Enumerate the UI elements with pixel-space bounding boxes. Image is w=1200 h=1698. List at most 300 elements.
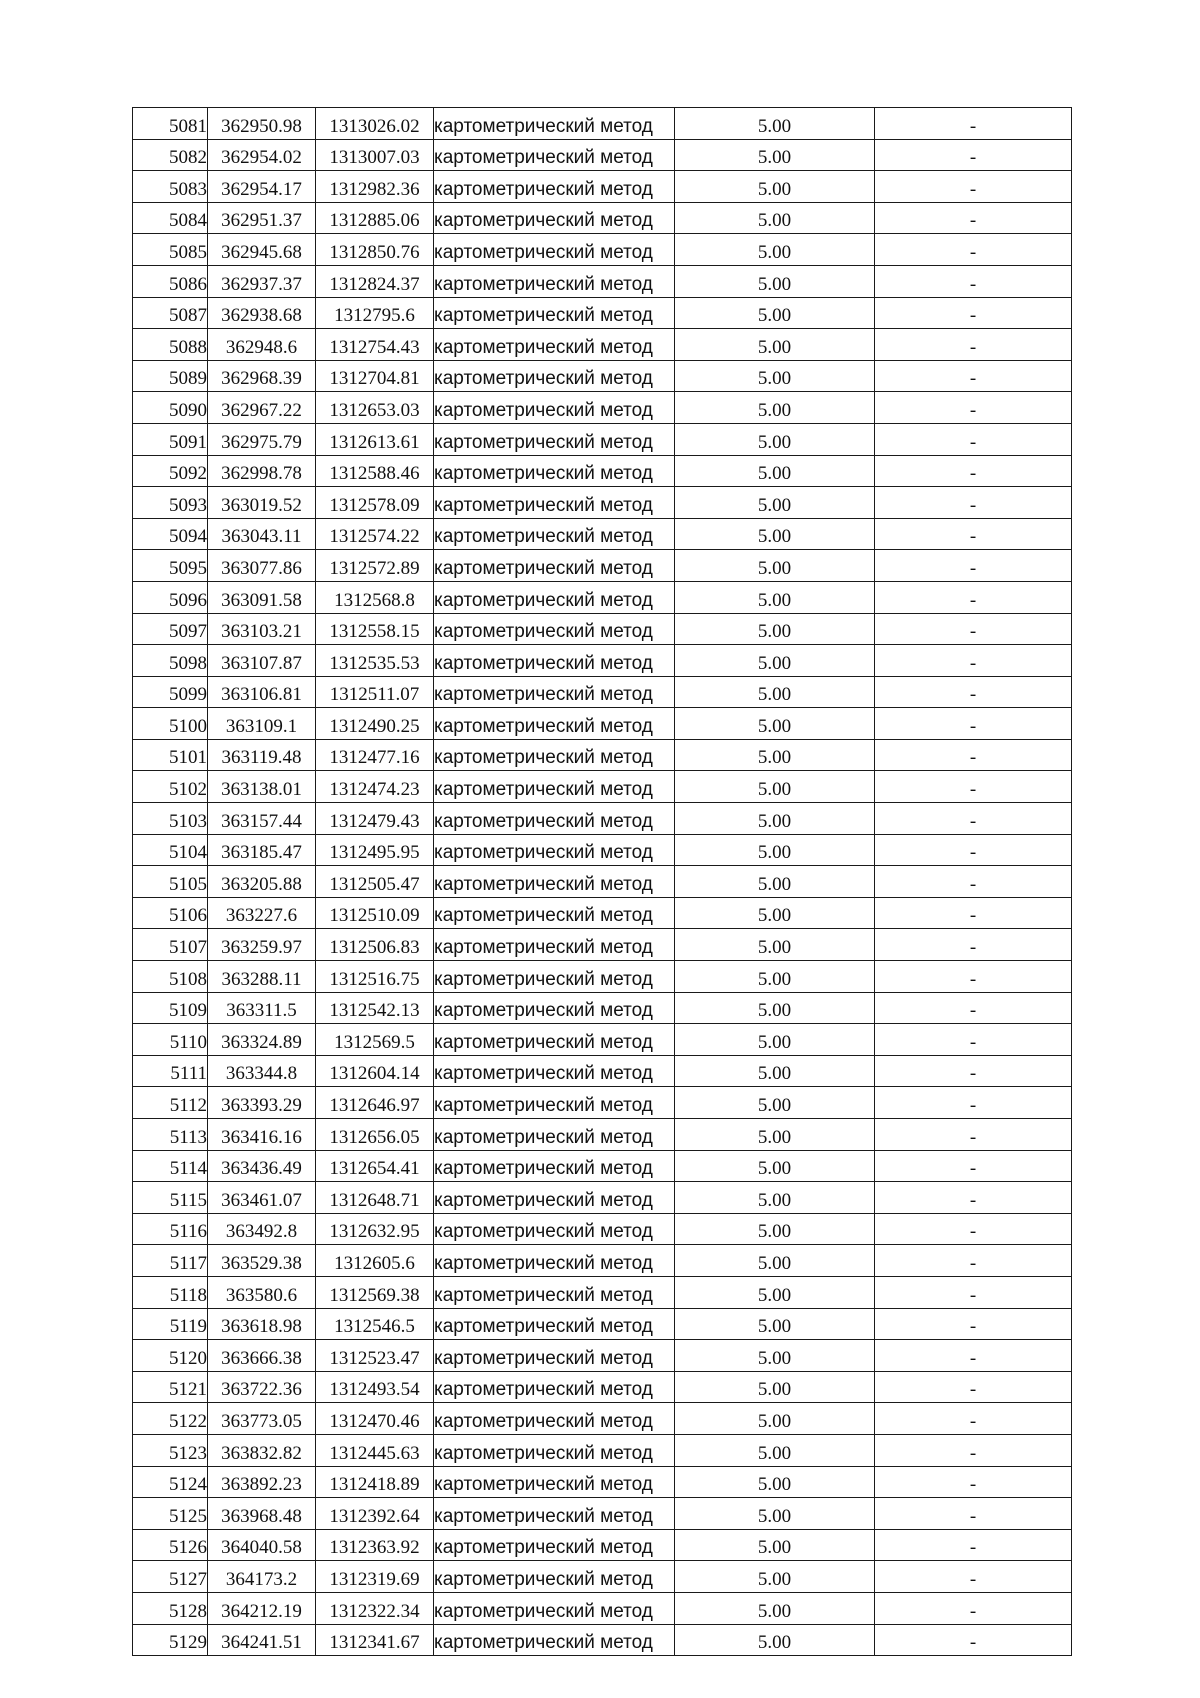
- accuracy-cell: 5.00: [675, 392, 875, 424]
- y-coordinate-cell: 1312490.25: [316, 708, 434, 740]
- description-cell: -: [875, 1119, 1072, 1151]
- method-cell: картометрический метод: [434, 1087, 675, 1119]
- point-number-cell: 5102: [133, 771, 208, 803]
- method-cell: картометрический метод: [434, 739, 675, 771]
- accuracy-cell: 5.00: [675, 961, 875, 993]
- method-cell: картометрический метод: [434, 392, 675, 424]
- method-cell: картометрический метод: [434, 1466, 675, 1498]
- y-coordinate-cell: 1312569.38: [316, 1276, 434, 1308]
- accuracy-cell: 5.00: [675, 1434, 875, 1466]
- x-coordinate-cell: 363227.6: [208, 897, 316, 929]
- table-row: [133, 961, 1072, 993]
- y-coordinate-cell: 1312319.69: [316, 1561, 434, 1593]
- x-coordinate-cell: 362998.78: [208, 455, 316, 487]
- x-coordinate-cell: 363103.21: [208, 613, 316, 645]
- y-coordinate-cell: 1312632.95: [316, 1213, 434, 1245]
- description-cell: -: [875, 676, 1072, 708]
- point-number-cell: 5108: [133, 961, 208, 993]
- point-number-cell: 5094: [133, 518, 208, 550]
- description-cell: -: [875, 171, 1072, 203]
- accuracy-cell: 5.00: [675, 897, 875, 929]
- accuracy-cell: 5.00: [675, 803, 875, 835]
- x-coordinate-cell: 363324.89: [208, 1024, 316, 1056]
- description-cell: -: [875, 1561, 1072, 1593]
- point-number-cell: 5127: [133, 1561, 208, 1593]
- point-number-cell: 5082: [133, 139, 208, 171]
- method-cell: картометрический метод: [434, 1561, 675, 1593]
- description-cell: -: [875, 234, 1072, 266]
- point-number-cell: 5122: [133, 1403, 208, 1435]
- accuracy-cell: 5.00: [675, 487, 875, 519]
- point-number-cell: 5106: [133, 897, 208, 929]
- x-coordinate-cell: 363043.11: [208, 518, 316, 550]
- description-cell: -: [875, 1213, 1072, 1245]
- table-row: [133, 234, 1072, 266]
- table-row: [133, 771, 1072, 803]
- method-cell: картометрический метод: [434, 360, 675, 392]
- table-row: [133, 1371, 1072, 1403]
- accuracy-cell: 5.00: [675, 234, 875, 266]
- y-coordinate-cell: 1312535.53: [316, 645, 434, 677]
- description-cell: -: [875, 1403, 1072, 1435]
- table-row: [133, 1466, 1072, 1498]
- x-coordinate-cell: 363106.81: [208, 676, 316, 708]
- table-row: [133, 897, 1072, 929]
- x-coordinate-cell: 362975.79: [208, 423, 316, 455]
- point-number-cell: 5115: [133, 1182, 208, 1214]
- x-coordinate-cell: 363968.48: [208, 1498, 316, 1530]
- x-coordinate-cell: 362948.6: [208, 329, 316, 361]
- accuracy-cell: 5.00: [675, 992, 875, 1024]
- y-coordinate-cell: 1312654.41: [316, 1150, 434, 1182]
- description-cell: -: [875, 739, 1072, 771]
- description-cell: -: [875, 550, 1072, 582]
- description-cell: -: [875, 202, 1072, 234]
- method-cell: картометрический метод: [434, 550, 675, 582]
- point-number-cell: 5081: [133, 108, 208, 140]
- point-number-cell: 5104: [133, 834, 208, 866]
- method-cell: картометрический метод: [434, 1371, 675, 1403]
- description-cell: -: [875, 360, 1072, 392]
- y-coordinate-cell: 1312322.34: [316, 1592, 434, 1624]
- y-coordinate-cell: 1312824.37: [316, 265, 434, 297]
- table-row: [133, 487, 1072, 519]
- point-number-cell: 5107: [133, 929, 208, 961]
- point-number-cell: 5101: [133, 739, 208, 771]
- x-coordinate-cell: 363666.38: [208, 1340, 316, 1372]
- x-coordinate-cell: 363019.52: [208, 487, 316, 519]
- y-coordinate-cell: 1312569.5: [316, 1024, 434, 1056]
- coordinates-table: [132, 107, 1072, 1656]
- method-cell: картометрический метод: [434, 108, 675, 140]
- point-number-cell: 5090: [133, 392, 208, 424]
- table-row: [133, 581, 1072, 613]
- accuracy-cell: 5.00: [675, 1403, 875, 1435]
- y-coordinate-cell: 1312495.95: [316, 834, 434, 866]
- point-number-cell: 5095: [133, 550, 208, 582]
- description-cell: -: [875, 1434, 1072, 1466]
- table-row: [133, 1592, 1072, 1624]
- table-row: [133, 265, 1072, 297]
- description-cell: -: [875, 1276, 1072, 1308]
- accuracy-cell: 5.00: [675, 581, 875, 613]
- y-coordinate-cell: 1312558.15: [316, 613, 434, 645]
- x-coordinate-cell: 362937.37: [208, 265, 316, 297]
- method-cell: картометрический метод: [434, 1340, 675, 1372]
- description-cell: -: [875, 1466, 1072, 1498]
- description-cell: -: [875, 803, 1072, 835]
- method-cell: картометрический метод: [434, 581, 675, 613]
- x-coordinate-cell: 363580.6: [208, 1276, 316, 1308]
- y-coordinate-cell: 1312510.09: [316, 897, 434, 929]
- accuracy-cell: 5.00: [675, 708, 875, 740]
- table-row: [133, 1308, 1072, 1340]
- x-coordinate-cell: 364040.58: [208, 1529, 316, 1561]
- table-row: [133, 329, 1072, 361]
- method-cell: картометрический метод: [434, 297, 675, 329]
- point-number-cell: 5089: [133, 360, 208, 392]
- table-body: [133, 108, 1072, 1656]
- accuracy-cell: 5.00: [675, 518, 875, 550]
- point-number-cell: 5098: [133, 645, 208, 677]
- description-cell: -: [875, 1182, 1072, 1214]
- accuracy-cell: 5.00: [675, 1055, 875, 1087]
- description-cell: -: [875, 108, 1072, 140]
- description-cell: -: [875, 423, 1072, 455]
- x-coordinate-cell: 363077.86: [208, 550, 316, 582]
- table-row: [133, 518, 1072, 550]
- table-row: [133, 360, 1072, 392]
- method-cell: картометрический метод: [434, 1150, 675, 1182]
- x-coordinate-cell: 362954.02: [208, 139, 316, 171]
- description-cell: -: [875, 1529, 1072, 1561]
- x-coordinate-cell: 363773.05: [208, 1403, 316, 1435]
- method-cell: картометрический метод: [434, 1055, 675, 1087]
- method-cell: картометрический метод: [434, 329, 675, 361]
- method-cell: картометрический метод: [434, 708, 675, 740]
- x-coordinate-cell: 363492.8: [208, 1213, 316, 1245]
- accuracy-cell: 5.00: [675, 139, 875, 171]
- y-coordinate-cell: 1312477.16: [316, 739, 434, 771]
- x-coordinate-cell: 363416.16: [208, 1119, 316, 1151]
- accuracy-cell: 5.00: [675, 771, 875, 803]
- table-row: [133, 803, 1072, 835]
- x-coordinate-cell: 363259.97: [208, 929, 316, 961]
- description-cell: -: [875, 139, 1072, 171]
- description-cell: -: [875, 992, 1072, 1024]
- accuracy-cell: 5.00: [675, 171, 875, 203]
- x-coordinate-cell: 363091.58: [208, 581, 316, 613]
- point-number-cell: 5125: [133, 1498, 208, 1530]
- x-coordinate-cell: 363393.29: [208, 1087, 316, 1119]
- accuracy-cell: 5.00: [675, 739, 875, 771]
- accuracy-cell: 5.00: [675, 866, 875, 898]
- point-number-cell: 5085: [133, 234, 208, 266]
- description-cell: -: [875, 265, 1072, 297]
- x-coordinate-cell: 363461.07: [208, 1182, 316, 1214]
- description-cell: -: [875, 1498, 1072, 1530]
- y-coordinate-cell: 1312479.43: [316, 803, 434, 835]
- accuracy-cell: 5.00: [675, 455, 875, 487]
- table-row: [133, 929, 1072, 961]
- method-cell: картометрический метод: [434, 1529, 675, 1561]
- accuracy-cell: 5.00: [675, 645, 875, 677]
- point-number-cell: 5112: [133, 1087, 208, 1119]
- point-number-cell: 5083: [133, 171, 208, 203]
- method-cell: картометрический метод: [434, 1119, 675, 1151]
- description-cell: -: [875, 1150, 1072, 1182]
- table-row: [133, 676, 1072, 708]
- accuracy-cell: 5.00: [675, 550, 875, 582]
- point-number-cell: 5091: [133, 423, 208, 455]
- x-coordinate-cell: 363832.82: [208, 1434, 316, 1466]
- table-row: [133, 613, 1072, 645]
- table-row: [133, 1024, 1072, 1056]
- method-cell: картометрический метод: [434, 834, 675, 866]
- y-coordinate-cell: 1312754.43: [316, 329, 434, 361]
- table-row: [133, 1434, 1072, 1466]
- y-coordinate-cell: 1312574.22: [316, 518, 434, 550]
- y-coordinate-cell: 1312795.6: [316, 297, 434, 329]
- x-coordinate-cell: 364241.51: [208, 1624, 316, 1656]
- method-cell: картометрический метод: [434, 1276, 675, 1308]
- point-number-cell: 5092: [133, 455, 208, 487]
- x-coordinate-cell: 363722.36: [208, 1371, 316, 1403]
- description-cell: -: [875, 1340, 1072, 1372]
- table-row: [133, 645, 1072, 677]
- x-coordinate-cell: 363205.88: [208, 866, 316, 898]
- x-coordinate-cell: 363109.1: [208, 708, 316, 740]
- description-cell: -: [875, 1245, 1072, 1277]
- accuracy-cell: 5.00: [675, 929, 875, 961]
- x-coordinate-cell: 363344.8: [208, 1055, 316, 1087]
- x-coordinate-cell: 363288.11: [208, 961, 316, 993]
- x-coordinate-cell: 362951.37: [208, 202, 316, 234]
- description-cell: -: [875, 455, 1072, 487]
- method-cell: картометрический метод: [434, 1498, 675, 1530]
- y-coordinate-cell: 1312392.64: [316, 1498, 434, 1530]
- accuracy-cell: 5.00: [675, 1150, 875, 1182]
- method-cell: картометрический метод: [434, 1024, 675, 1056]
- x-coordinate-cell: 363185.47: [208, 834, 316, 866]
- accuracy-cell: 5.00: [675, 1119, 875, 1151]
- description-cell: -: [875, 645, 1072, 677]
- accuracy-cell: 5.00: [675, 1561, 875, 1593]
- y-coordinate-cell: 1312704.81: [316, 360, 434, 392]
- method-cell: картометрический метод: [434, 613, 675, 645]
- accuracy-cell: 5.00: [675, 1024, 875, 1056]
- y-coordinate-cell: 1312572.89: [316, 550, 434, 582]
- x-coordinate-cell: 364212.19: [208, 1592, 316, 1624]
- point-number-cell: 5117: [133, 1245, 208, 1277]
- table-row: [133, 1340, 1072, 1372]
- point-number-cell: 5097: [133, 613, 208, 645]
- point-number-cell: 5093: [133, 487, 208, 519]
- y-coordinate-cell: 1312885.06: [316, 202, 434, 234]
- accuracy-cell: 5.00: [675, 360, 875, 392]
- x-coordinate-cell: 362938.68: [208, 297, 316, 329]
- method-cell: картометрический метод: [434, 202, 675, 234]
- description-cell: -: [875, 897, 1072, 929]
- point-number-cell: 5088: [133, 329, 208, 361]
- accuracy-cell: 5.00: [675, 1466, 875, 1498]
- y-coordinate-cell: 1312506.83: [316, 929, 434, 961]
- accuracy-cell: 5.00: [675, 1529, 875, 1561]
- y-coordinate-cell: 1313026.02: [316, 108, 434, 140]
- method-cell: картометрический метод: [434, 897, 675, 929]
- point-number-cell: 5099: [133, 676, 208, 708]
- method-cell: картометрический метод: [434, 1308, 675, 1340]
- table-row: [133, 866, 1072, 898]
- description-cell: -: [875, 329, 1072, 361]
- description-cell: -: [875, 708, 1072, 740]
- point-number-cell: 5111: [133, 1055, 208, 1087]
- point-number-cell: 5119: [133, 1308, 208, 1340]
- table-row: [133, 834, 1072, 866]
- x-coordinate-cell: 363157.44: [208, 803, 316, 835]
- point-number-cell: 5114: [133, 1150, 208, 1182]
- x-coordinate-cell: 363311.5: [208, 992, 316, 1024]
- y-coordinate-cell: 1312982.36: [316, 171, 434, 203]
- method-cell: картометрический метод: [434, 992, 675, 1024]
- method-cell: картометрический метод: [434, 1245, 675, 1277]
- y-coordinate-cell: 1312474.23: [316, 771, 434, 803]
- description-cell: -: [875, 1308, 1072, 1340]
- table-row: [133, 455, 1072, 487]
- description-cell: -: [875, 487, 1072, 519]
- y-coordinate-cell: 1312578.09: [316, 487, 434, 519]
- table-row: [133, 1276, 1072, 1308]
- point-number-cell: 5116: [133, 1213, 208, 1245]
- y-coordinate-cell: 1312363.92: [316, 1529, 434, 1561]
- y-coordinate-cell: 1312445.63: [316, 1434, 434, 1466]
- table-row: [133, 171, 1072, 203]
- accuracy-cell: 5.00: [675, 1371, 875, 1403]
- table-row: [133, 202, 1072, 234]
- accuracy-cell: 5.00: [675, 1340, 875, 1372]
- y-coordinate-cell: 1312505.47: [316, 866, 434, 898]
- method-cell: картометрический метод: [434, 171, 675, 203]
- accuracy-cell: 5.00: [675, 1498, 875, 1530]
- x-coordinate-cell: 362968.39: [208, 360, 316, 392]
- accuracy-cell: 5.00: [675, 676, 875, 708]
- method-cell: картометрический метод: [434, 1213, 675, 1245]
- accuracy-cell: 5.00: [675, 1087, 875, 1119]
- y-coordinate-cell: 1312568.8: [316, 581, 434, 613]
- x-coordinate-cell: 362945.68: [208, 234, 316, 266]
- y-coordinate-cell: 1312523.47: [316, 1340, 434, 1372]
- description-cell: -: [875, 961, 1072, 993]
- table-row: [133, 1182, 1072, 1214]
- table-row: [133, 392, 1072, 424]
- method-cell: картометрический метод: [434, 961, 675, 993]
- point-number-cell: 5121: [133, 1371, 208, 1403]
- method-cell: картометрический метод: [434, 645, 675, 677]
- point-number-cell: 5123: [133, 1434, 208, 1466]
- description-cell: -: [875, 392, 1072, 424]
- y-coordinate-cell: 1312511.07: [316, 676, 434, 708]
- method-cell: картометрический метод: [434, 265, 675, 297]
- point-number-cell: 5084: [133, 202, 208, 234]
- method-cell: картометрический метод: [434, 771, 675, 803]
- method-cell: картометрический метод: [434, 929, 675, 961]
- x-coordinate-cell: 363436.49: [208, 1150, 316, 1182]
- x-coordinate-cell: 362950.98: [208, 108, 316, 140]
- method-cell: картометрический метод: [434, 866, 675, 898]
- point-number-cell: 5086: [133, 265, 208, 297]
- x-coordinate-cell: 363138.01: [208, 771, 316, 803]
- table-row: [133, 1561, 1072, 1593]
- method-cell: картометрический метод: [434, 455, 675, 487]
- x-coordinate-cell: 363618.98: [208, 1308, 316, 1340]
- table-row: [133, 1403, 1072, 1435]
- accuracy-cell: 5.00: [675, 265, 875, 297]
- description-cell: -: [875, 929, 1072, 961]
- y-coordinate-cell: 1312648.71: [316, 1182, 434, 1214]
- y-coordinate-cell: 1313007.03: [316, 139, 434, 171]
- table-row: [133, 1245, 1072, 1277]
- accuracy-cell: 5.00: [675, 329, 875, 361]
- point-number-cell: 5109: [133, 992, 208, 1024]
- y-coordinate-cell: 1312588.46: [316, 455, 434, 487]
- accuracy-cell: 5.00: [675, 423, 875, 455]
- accuracy-cell: 5.00: [675, 108, 875, 140]
- x-coordinate-cell: 362967.22: [208, 392, 316, 424]
- y-coordinate-cell: 1312850.76: [316, 234, 434, 266]
- y-coordinate-cell: 1312646.97: [316, 1087, 434, 1119]
- method-cell: картометрический метод: [434, 676, 675, 708]
- method-cell: картометрический метод: [434, 1403, 675, 1435]
- accuracy-cell: 5.00: [675, 202, 875, 234]
- method-cell: картометрический метод: [434, 487, 675, 519]
- point-number-cell: 5124: [133, 1466, 208, 1498]
- y-coordinate-cell: 1312470.46: [316, 1403, 434, 1435]
- table-row: [133, 1087, 1072, 1119]
- point-number-cell: 5105: [133, 866, 208, 898]
- method-cell: картометрический метод: [434, 1182, 675, 1214]
- table-row: [133, 1529, 1072, 1561]
- method-cell: картометрический метод: [434, 1434, 675, 1466]
- description-cell: -: [875, 518, 1072, 550]
- accuracy-cell: 5.00: [675, 1624, 875, 1656]
- description-cell: -: [875, 1371, 1072, 1403]
- description-cell: -: [875, 1024, 1072, 1056]
- accuracy-cell: 5.00: [675, 834, 875, 866]
- table-row: [133, 1624, 1072, 1656]
- y-coordinate-cell: 1312653.03: [316, 392, 434, 424]
- table-row: [133, 1213, 1072, 1245]
- accuracy-cell: 5.00: [675, 613, 875, 645]
- point-number-cell: 5100: [133, 708, 208, 740]
- x-coordinate-cell: 363119.48: [208, 739, 316, 771]
- y-coordinate-cell: 1312605.6: [316, 1245, 434, 1277]
- y-coordinate-cell: 1312656.05: [316, 1119, 434, 1151]
- method-cell: картометрический метод: [434, 518, 675, 550]
- table-row: [133, 739, 1072, 771]
- point-number-cell: 5087: [133, 297, 208, 329]
- table-row: [133, 423, 1072, 455]
- point-number-cell: 5096: [133, 581, 208, 613]
- point-number-cell: 5126: [133, 1529, 208, 1561]
- table-row: [133, 108, 1072, 140]
- point-number-cell: 5113: [133, 1119, 208, 1151]
- table-row: [133, 992, 1072, 1024]
- description-cell: -: [875, 834, 1072, 866]
- method-cell: картометрический метод: [434, 803, 675, 835]
- method-cell: картометрический метод: [434, 1592, 675, 1624]
- accuracy-cell: 5.00: [675, 1245, 875, 1277]
- table-row: [133, 1150, 1072, 1182]
